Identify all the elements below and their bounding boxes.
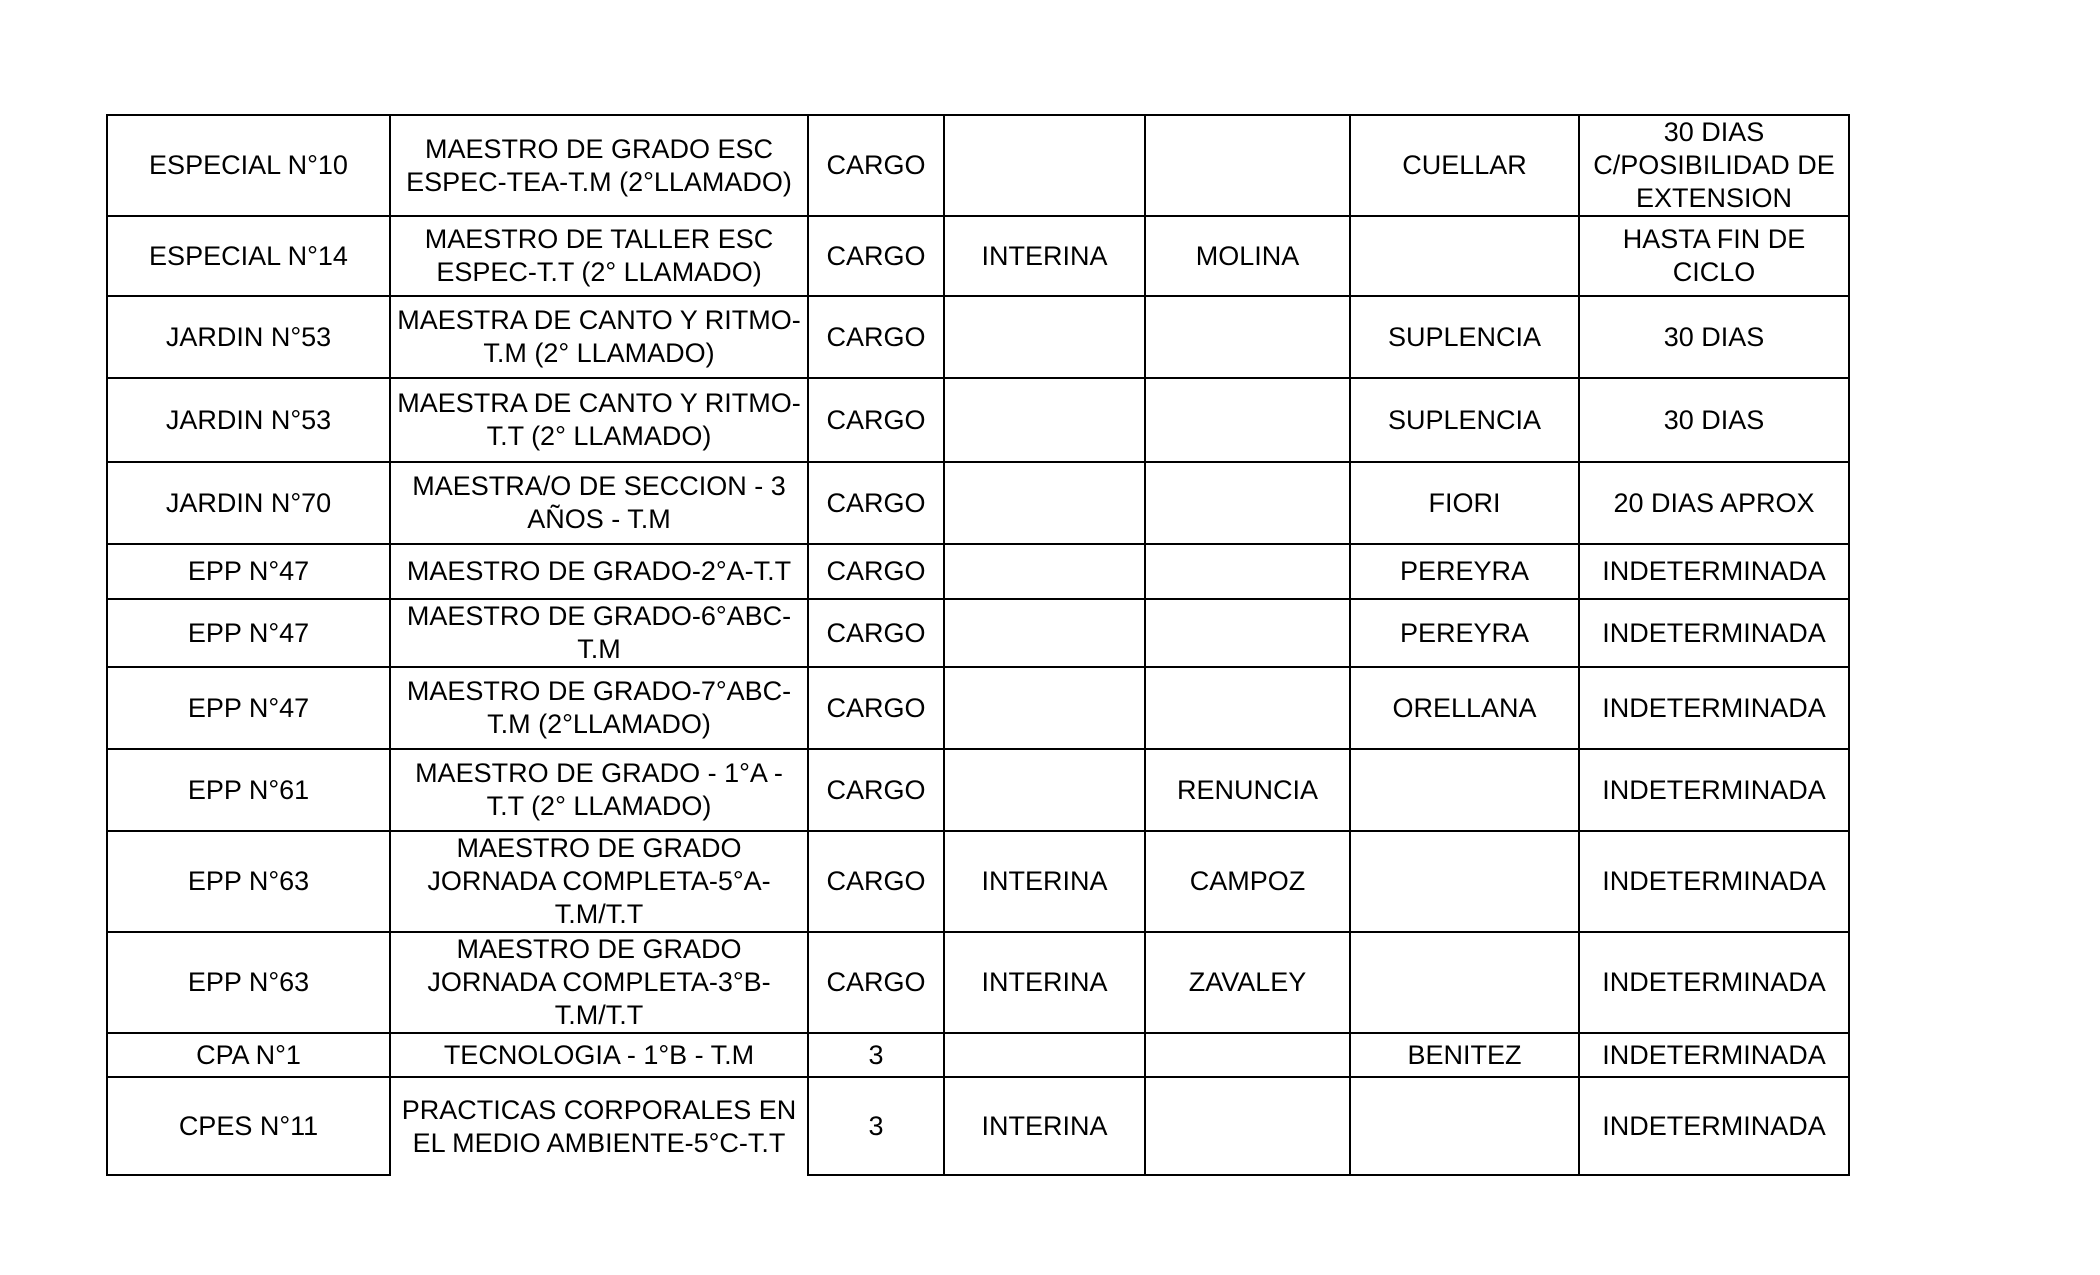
holder-cell [1145,378,1350,462]
duration-cell: INDETERMINADA [1579,1033,1849,1077]
duration-cell: 30 DIAS C/POSIBILIDAD DE EXTENSION [1579,115,1849,216]
holder-cell [1145,296,1350,378]
holder-cell [1145,1077,1350,1175]
reason-cell: SUPLENCIA [1350,378,1579,462]
table-row [107,296,1849,378]
type-cell: CARGO [808,378,944,462]
holder-cell [1145,667,1350,749]
position-cell: MAESTRO DE GRADO ESC ESPEC-TEA-T.M (2°LLAMADO) [390,115,808,216]
duration-cell: INDETERMINADA [1579,1077,1849,1175]
duration-cell: HASTA FIN DE CICLO [1579,216,1849,296]
position-cell: MAESTRO DE GRADO - 1°A - T.T (2° LLAMADO) [390,749,808,831]
status-cell: INTERINA [944,216,1145,296]
duration-cell: 30 DIAS [1579,378,1849,462]
table-row [107,216,1849,296]
table-row [107,1033,1849,1077]
reason-cell: BENITEZ [1350,1033,1579,1077]
table-row [107,115,1849,216]
table-row [107,932,1849,1033]
type-cell: CARGO [808,462,944,544]
reason-cell [1350,749,1579,831]
status-cell [944,599,1145,667]
school-cell: JARDIN N°70 [107,462,390,544]
holder-cell [1145,599,1350,667]
status-cell [944,115,1145,216]
duration-cell: INDETERMINADA [1579,831,1849,932]
holder-cell: ZAVALEY [1145,932,1350,1033]
reason-cell [1350,1077,1579,1175]
position-cell: TECNOLOGIA - 1°B - T.M [390,1033,808,1077]
position-cell: MAESTRA DE CANTO Y RITMO-T.M (2° LLAMADO) [390,296,808,378]
school-cell: JARDIN N°53 [107,296,390,378]
table-row [107,599,1849,667]
reason-cell [1350,216,1579,296]
reason-cell: PEREYRA [1350,599,1579,667]
school-cell: EPP N°47 [107,667,390,749]
type-cell: CARGO [808,115,944,216]
position-cell: MAESTRO DE GRADO JORNADA COMPLETA-5°A-T.M/T.T [390,831,808,932]
holder-cell: MOLINA [1145,216,1350,296]
holder-cell: RENUNCIA [1145,749,1350,831]
vacancies-table [106,114,1850,1176]
reason-cell: PEREYRA [1350,544,1579,599]
table-row [107,544,1849,599]
school-cell: EPP N°47 [107,544,390,599]
duration-cell: INDETERMINADA [1579,599,1849,667]
type-cell: 3 [808,1033,944,1077]
status-cell [944,296,1145,378]
table-row [107,378,1849,462]
type-cell: CARGO [808,932,944,1033]
status-cell [944,667,1145,749]
type-cell: CARGO [808,544,944,599]
school-cell: EPP N°47 [107,599,390,667]
table-row [107,749,1849,831]
duration-cell: 30 DIAS [1579,296,1849,378]
holder-cell [1145,544,1350,599]
position-cell: MAESTRO DE GRADO-7°ABC-T.M (2°LLAMADO) [390,667,808,749]
reason-cell: SUPLENCIA [1350,296,1579,378]
school-cell: ESPECIAL N°10 [107,115,390,216]
status-cell: INTERINA [944,831,1145,932]
holder-cell: CAMPOZ [1145,831,1350,932]
school-cell: EPP N°63 [107,831,390,932]
status-cell [944,544,1145,599]
reason-cell: FIORI [1350,462,1579,544]
position-cell: MAESTRO DE GRADO JORNADA COMPLETA-3°B-T.M/T.T [390,932,808,1033]
position-cell: PRACTICAS CORPORALES EN EL MEDIO AMBIENTE-5°C-T.T [390,1077,808,1175]
reason-cell [1350,932,1579,1033]
type-cell: CARGO [808,296,944,378]
table-row [107,831,1849,932]
position-cell: MAESTRO DE GRADO-6°ABC-T.M [390,599,808,667]
position-cell: MAESTRA DE CANTO Y RITMO-T.T (2° LLAMADO) [390,378,808,462]
type-cell: CARGO [808,667,944,749]
holder-cell [1145,115,1350,216]
type-cell: CARGO [808,749,944,831]
duration-cell: 20 DIAS APROX [1579,462,1849,544]
duration-cell: INDETERMINADA [1579,932,1849,1033]
status-cell [944,1033,1145,1077]
school-cell: CPES N°11 [107,1077,390,1175]
reason-cell: CUELLAR [1350,115,1579,216]
status-cell [944,462,1145,544]
status-cell [944,749,1145,831]
holder-cell [1145,462,1350,544]
school-cell: JARDIN N°53 [107,378,390,462]
school-cell: ESPECIAL N°14 [107,216,390,296]
position-cell: MAESTRA/O DE SECCION - 3 AÑOS - T.M [390,462,808,544]
holder-cell [1145,1033,1350,1077]
school-cell: EPP N°61 [107,749,390,831]
duration-cell: INDETERMINADA [1579,544,1849,599]
table-row [107,462,1849,544]
table-row [107,667,1849,749]
duration-cell: INDETERMINADA [1579,667,1849,749]
status-cell: INTERINA [944,932,1145,1033]
school-cell: CPA N°1 [107,1033,390,1077]
type-cell: 3 [808,1077,944,1175]
position-cell: MAESTRO DE GRADO-2°A-T.T [390,544,808,599]
type-cell: CARGO [808,599,944,667]
type-cell: CARGO [808,831,944,932]
status-cell: INTERINA [944,1077,1145,1175]
school-cell: EPP N°63 [107,932,390,1033]
reason-cell [1350,831,1579,932]
duration-cell: INDETERMINADA [1579,749,1849,831]
reason-cell: ORELLANA [1350,667,1579,749]
type-cell: CARGO [808,216,944,296]
status-cell [944,378,1145,462]
position-cell: MAESTRO DE TALLER ESC ESPEC-T.T (2° LLAMADO) [390,216,808,296]
table-row [107,1077,1849,1175]
